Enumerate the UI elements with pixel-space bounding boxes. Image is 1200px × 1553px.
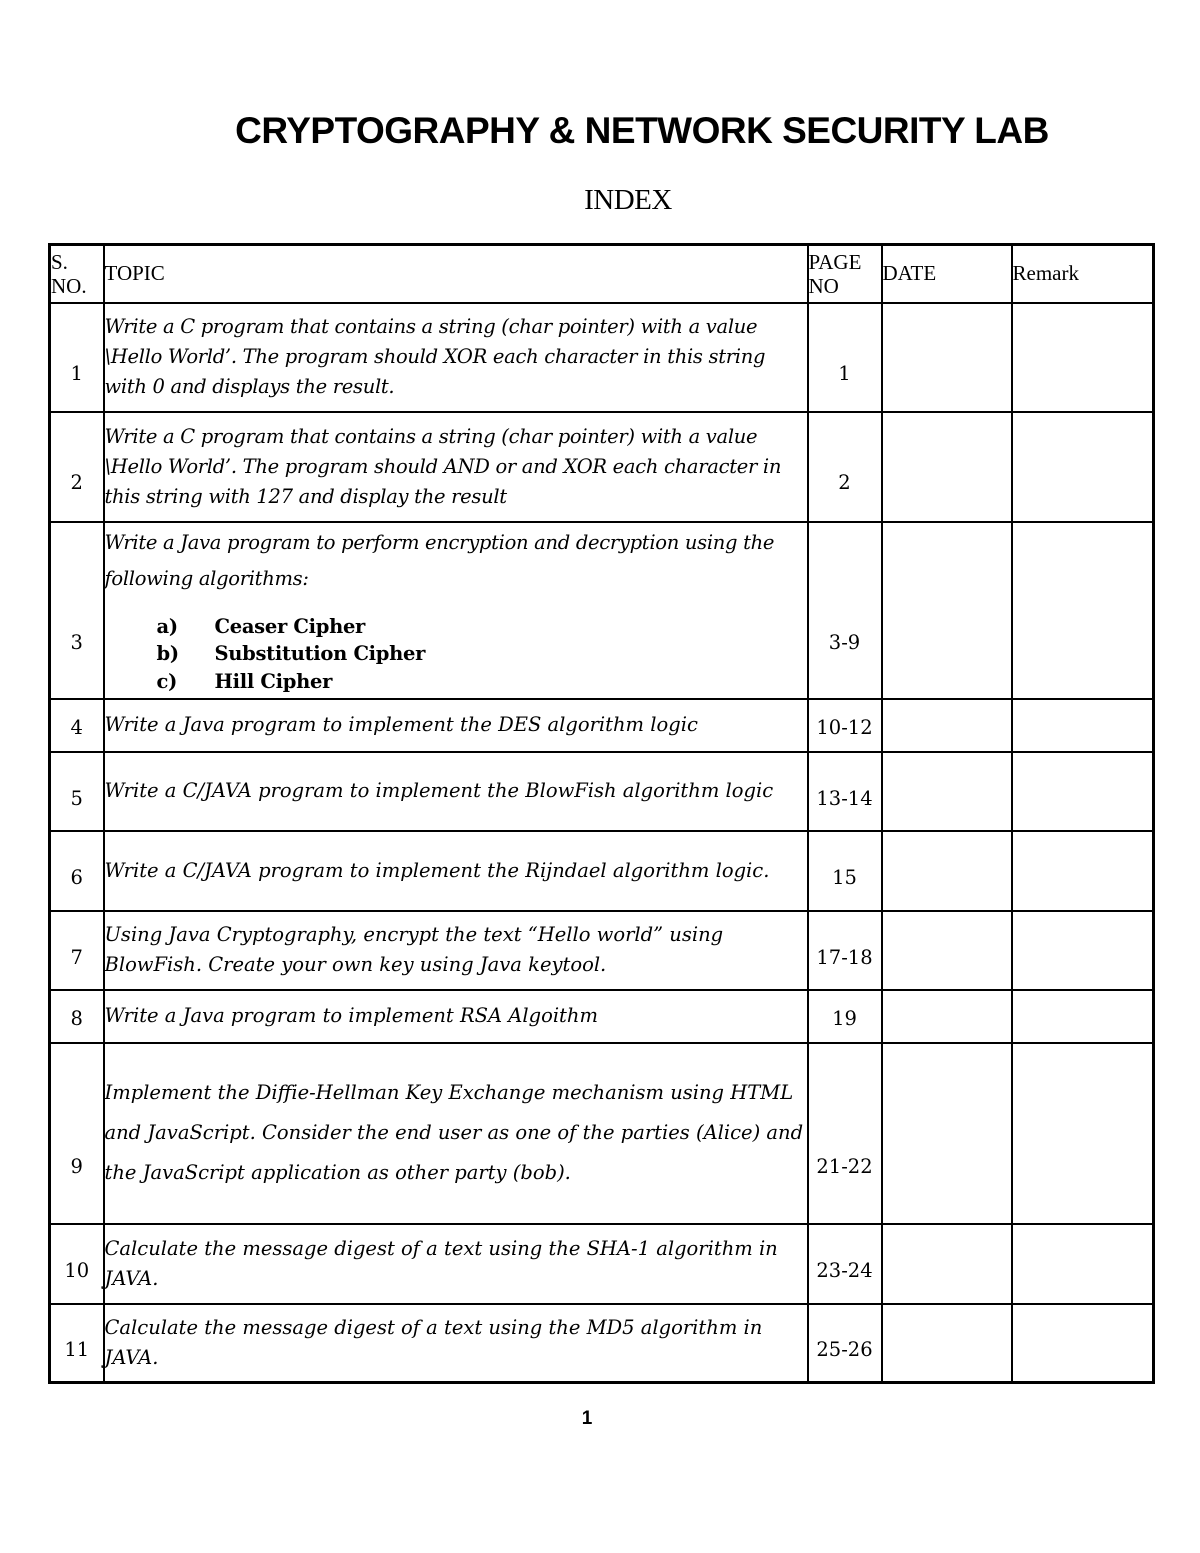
row-sno: 5	[50, 752, 104, 831]
table-row	[50, 1304, 1154, 1383]
row-sno: 3	[50, 522, 104, 699]
table-row	[50, 1043, 1154, 1224]
row-page: 17-18	[808, 911, 882, 990]
row-remark	[1012, 1304, 1154, 1383]
row-sno: 4	[50, 699, 104, 752]
row-remark	[1012, 1224, 1154, 1304]
row-date	[882, 1043, 1012, 1224]
row-page: 3-9	[808, 522, 882, 699]
row-remark	[1012, 303, 1154, 412]
header-sno: S. NO.	[50, 245, 104, 303]
row-sno: 10	[50, 1224, 104, 1304]
row-topic: Calculate the message digest of a text using the SHA-1 algorithm in JAVA.	[104, 1224, 808, 1304]
header-page-no: PAGE NO	[808, 245, 882, 303]
row-date	[882, 990, 1012, 1043]
row-date	[882, 1304, 1012, 1383]
algorithm-list	[105, 613, 807, 696]
table-header-row	[50, 245, 1154, 303]
row-date	[882, 911, 1012, 990]
header-topic: TOPIC	[104, 245, 808, 303]
page-number: 1	[581, 1408, 593, 1429]
table-row	[50, 303, 1154, 412]
row-remark	[1012, 1043, 1154, 1224]
list-item: b) Substitution Cipher	[156, 642, 426, 666]
row-sno: 7	[50, 911, 104, 990]
table-row	[50, 752, 1154, 831]
row-topic: Write a C/JAVA program to implement the BlowFish algorithm logic	[104, 752, 808, 831]
row-topic: Write a C program that contains a string (char pointer) with a value \Hello World’. The program should AND or and XOR each character in this string with 127 and display the result	[104, 412, 808, 522]
header-remark: Remark	[1012, 245, 1154, 303]
row-remark	[1012, 911, 1154, 990]
row-sno: 1	[50, 303, 104, 412]
row-page: 21-22	[808, 1043, 882, 1224]
row-topic	[104, 522, 808, 699]
page-title: CRYPTOGRAPHY & NETWORK SECURITY LAB	[235, 110, 1049, 151]
table-row	[50, 412, 1154, 522]
row-page: 23-24	[808, 1224, 882, 1304]
row-page: 10-12	[808, 699, 882, 752]
row-date	[882, 522, 1012, 699]
table-row	[50, 522, 1154, 699]
table-row	[50, 990, 1154, 1043]
table-row	[50, 831, 1154, 911]
row-remark	[1012, 412, 1154, 522]
row-sno: 6	[50, 831, 104, 911]
index-table	[48, 243, 1155, 1384]
row-date	[882, 752, 1012, 831]
header-date: DATE	[882, 245, 1012, 303]
row-page: 15	[808, 831, 882, 911]
row-sno: 11	[50, 1304, 104, 1383]
table-row	[50, 911, 1154, 990]
row-remark	[1012, 752, 1154, 831]
row-topic: Write a Java program to implement RSA Algoithm	[104, 990, 808, 1043]
row-page: 1	[808, 303, 882, 412]
table-row	[50, 1224, 1154, 1304]
row-remark	[1012, 831, 1154, 911]
row-topic: Calculate the message digest of a text using the MD5 algorithm in JAVA.	[104, 1304, 808, 1383]
list-item: c) Hill Cipher	[156, 669, 333, 693]
index-heading: INDEX	[584, 184, 672, 216]
row-date	[882, 412, 1012, 522]
row-remark	[1012, 990, 1154, 1043]
row-sno: 2	[50, 412, 104, 522]
row-date	[882, 1224, 1012, 1304]
row-topic-text: Write a Java program to perform encryption and decryption using the following algorithms:	[104, 530, 775, 590]
row-page: 19	[808, 990, 882, 1043]
row-remark	[1012, 522, 1154, 699]
row-date	[882, 699, 1012, 752]
list-item: a) Ceaser Cipher	[156, 614, 366, 638]
table-row	[50, 699, 1154, 752]
row-sno: 8	[50, 990, 104, 1043]
row-page: 13-14	[808, 752, 882, 831]
row-topic: Write a C program that contains a string (char pointer) with a value \Hello World’. The program should XOR each character in this string with 0 and displays the result.	[104, 303, 808, 412]
row-sno: 9	[50, 1043, 104, 1224]
row-topic: Using Java Cryptography, encrypt the text “Hello world” using BlowFish. Create your own key using Java keytool.	[104, 911, 808, 990]
row-page: 25-26	[808, 1304, 882, 1383]
row-page: 2	[808, 412, 882, 522]
row-date	[882, 831, 1012, 911]
row-date	[882, 303, 1012, 412]
row-topic: Write a C/JAVA program to implement the Rijndael algorithm logic.	[104, 831, 808, 911]
row-remark	[1012, 699, 1154, 752]
row-topic: Implement the Diffie-Hellman Key Exchange mechanism using HTML and JavaScript. Consider the end user as one of the parties (Alice) and the JavaScript application as other party (bob).	[104, 1043, 808, 1224]
row-topic: Write a Java program to implement the DES algorithm logic	[104, 699, 808, 752]
